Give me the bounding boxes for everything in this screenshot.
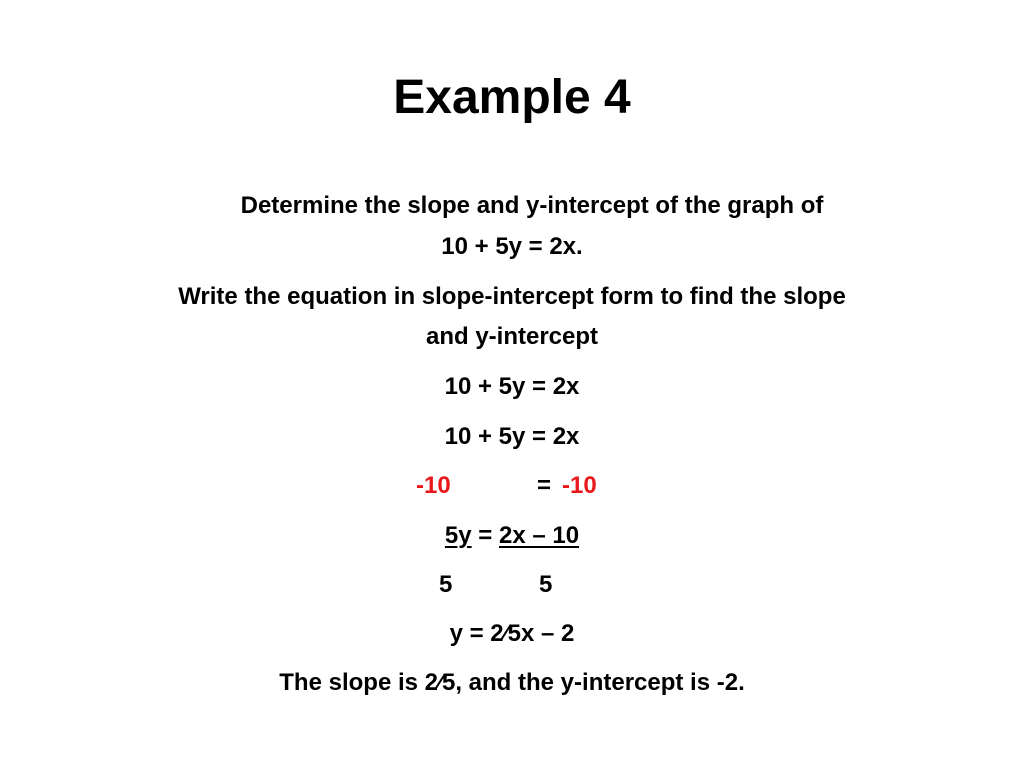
equation-step-6: y = 2⁄5x – 2 xyxy=(449,620,575,647)
conclusion-text: The slope is 2⁄5, and the y-intercept is -2. xyxy=(279,669,745,696)
prompt-line-2: 10 + 5y = 2x. xyxy=(441,233,583,260)
equation-step-4 xyxy=(0,519,1024,553)
subtract-equals-sign: = xyxy=(537,472,552,499)
numerator-equals-sign: = xyxy=(478,522,493,549)
instruction-line-1: Write the equation in slope-intercept form to find the slope xyxy=(178,283,846,310)
prompt-line-1: Determine the slope and y-intercept of the graph of xyxy=(240,192,824,219)
subtract-left-value: -10 xyxy=(416,472,451,499)
equation-step-2: 10 + 5y = 2x xyxy=(444,423,580,450)
subtract-right-value: -10 xyxy=(562,472,597,499)
denominator-right: 5 xyxy=(539,571,553,598)
numerator-right: 2x – 10 xyxy=(498,522,580,549)
slide-title: Example 4 xyxy=(393,71,631,124)
instruction-line-2: and y-intercept xyxy=(425,323,599,350)
equation-step-1: 10 + 5y = 2x xyxy=(444,373,580,400)
denominator-left: 5 xyxy=(439,571,453,598)
numerator-left: 5y xyxy=(444,522,472,549)
